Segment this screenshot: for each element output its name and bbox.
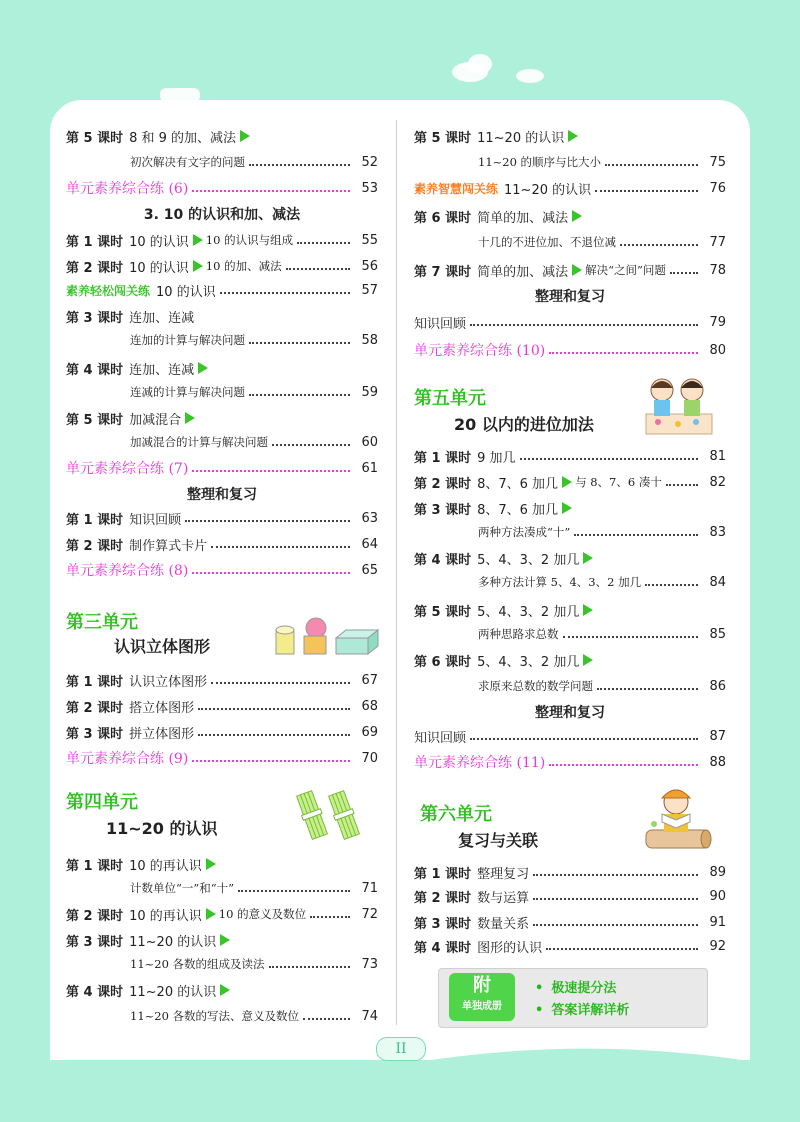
- toc-entry[interactable]: 第 5 课时 8 和 9 的加、减法: [66, 126, 378, 146]
- unit-subtitle: 认识立体图形: [114, 637, 211, 656]
- play-arrow-icon: [193, 260, 203, 272]
- toc-entry[interactable]: 求原来总数的数学问题 86: [478, 678, 726, 694]
- play-arrow-icon: [220, 934, 230, 946]
- play-arrow-icon: [206, 908, 216, 920]
- unit-subtitle: 复习与关联: [458, 831, 539, 850]
- cloud-decoration: [440, 42, 560, 92]
- play-arrow-icon: [583, 604, 593, 616]
- appendix-item: • 极速提分法: [535, 977, 616, 996]
- play-arrow-icon: [220, 984, 230, 996]
- play-arrow-icon: [193, 234, 203, 246]
- 3d-shapes-icon: [274, 616, 382, 660]
- play-arrow-icon: [562, 476, 572, 488]
- toc-entry[interactable]: 第 6 课时 简单的加、减法: [414, 206, 726, 226]
- toc-entry[interactable]: 十几的不进位加、不退位减 77: [478, 234, 726, 250]
- toc-entry[interactable]: 单元素养综合练 (9) 70: [66, 750, 378, 767]
- toc-entry[interactable]: 第 3 课时 连加、连减: [66, 310, 195, 326]
- toc-entry[interactable]: 第 6 课时 5、4、3、2 加几: [414, 650, 726, 670]
- toc-entry[interactable]: 第 2 课时 数与运算 90: [414, 888, 726, 906]
- toc-entry[interactable]: 第 1 课时 10 的再认识: [66, 854, 378, 874]
- section-heading: 整理和复习: [535, 289, 605, 305]
- play-arrow-icon: [198, 362, 208, 374]
- reading-child-illustration: [640, 784, 716, 852]
- toc-entry[interactable]: 第 1 课时 9 加几 81: [414, 448, 726, 466]
- toc-entry[interactable]: 连减的计算与解决问题 59: [130, 384, 378, 400]
- sticks-bundle-icon: [294, 790, 364, 840]
- toc-entry[interactable]: 第 5 课时 5、4、3、2 加几: [414, 600, 726, 620]
- toc-entry[interactable]: 第 4 课时 图形的认识 92: [414, 938, 726, 956]
- toc-entry[interactable]: 初次解决有文字的问题 52: [130, 154, 378, 170]
- toc-entry[interactable]: 第 7 课时 简单的加、减法 解决“之间”问题 78: [414, 262, 726, 280]
- toc-entry[interactable]: 两种思路求总数 85: [478, 626, 726, 642]
- toc-entry[interactable]: 第 2 课时 8、7、6 加几 与 8、7、6 凑十 82: [414, 474, 726, 492]
- play-arrow-icon: [572, 210, 582, 222]
- appendix-item: • 答案详解详析: [535, 999, 629, 1018]
- play-arrow-icon: [583, 552, 593, 564]
- section-heading: 整理和复习: [187, 487, 257, 503]
- toc-entry[interactable]: 第 1 课时 10 的认识 10 的认识与组成 55: [66, 232, 378, 250]
- unit-title: 第三单元: [66, 612, 138, 633]
- toc-entry[interactable]: 第 2 课时 10 的认识 10 的加、减法 56: [66, 258, 378, 276]
- toc-entry[interactable]: 第 2 课时 制作算式卡片 64: [66, 536, 378, 554]
- toc-entry[interactable]: 第 2 课时 搭立体图形 68: [66, 698, 378, 716]
- page-number: II: [376, 1037, 426, 1061]
- toc-entry[interactable]: 单元素养综合练 (8) 65: [66, 562, 378, 579]
- toc-entry[interactable]: 第 1 课时 认识立体图形 67: [66, 672, 378, 690]
- play-arrow-icon: [206, 858, 216, 870]
- toc-entry[interactable]: 两种方法凑成“十” 83: [478, 524, 726, 540]
- toc-entry[interactable]: 第 5 课时 加减混合: [66, 408, 378, 428]
- toc-entry[interactable]: 第 1 课时 整理复习 89: [414, 864, 726, 882]
- toc-entry[interactable]: 第 4 课时 11~20 的认识: [66, 980, 378, 1000]
- appendix-badge: 附 单独成册: [449, 973, 515, 1021]
- toc-entry[interactable]: 第 1 课时 知识回顾 63: [66, 510, 378, 528]
- toc-entry[interactable]: 计数单位“一”和“十” 71: [130, 880, 378, 896]
- toc-entry[interactable]: 知识回顾 79: [414, 314, 726, 332]
- play-arrow-icon: [568, 130, 578, 142]
- unit-subtitle: 20 以内的进位加法: [454, 415, 594, 434]
- toc-entry[interactable]: 第 4 课时 连加、连减: [66, 358, 378, 378]
- toc-entry[interactable]: 加减混合的计算与解决问题 60: [130, 434, 378, 450]
- toc-entry[interactable]: 11~20 各数的组成及读法 73: [130, 956, 378, 972]
- toc-entry[interactable]: 11~20 的顺序与比大小 75: [478, 154, 726, 170]
- toc-entry[interactable]: 素养轻松闯关练 10 的认识 57: [66, 282, 378, 300]
- play-arrow-icon: [583, 654, 593, 666]
- toc-entry[interactable]: 单元素养综合练 (11) 88: [414, 754, 726, 771]
- unit-title: 第四单元: [66, 792, 138, 813]
- toc-entry[interactable]: 知识回顾 87: [414, 728, 726, 746]
- play-arrow-icon: [240, 130, 250, 142]
- unit-title: 第六单元: [420, 804, 492, 825]
- toc-entry[interactable]: 第 3 课时 拼立体图形 69: [66, 724, 378, 742]
- appendix-box: [438, 968, 708, 1028]
- play-arrow-icon: [562, 502, 572, 514]
- toc-entry[interactable]: 11~20 各数的写法、意义及数位 74: [130, 1008, 378, 1024]
- play-arrow-icon: [572, 264, 582, 276]
- toc-entry[interactable]: 素养智慧闯关练 11~20 的认识 76: [414, 180, 726, 198]
- toc-entry[interactable]: 第 2 课时 10 的再认识 10 的意义及数位 72: [66, 906, 378, 924]
- section-heading: 整理和复习: [535, 705, 605, 721]
- toc-entry[interactable]: 多种方法计算 5、4、3、2 加几 84: [478, 574, 726, 590]
- children-illustration: [638, 370, 718, 440]
- toc-entry[interactable]: 第 5 课时 11~20 的认识: [414, 126, 726, 146]
- toc-entry[interactable]: 单元素养综合练 (10) 80: [414, 342, 726, 359]
- play-arrow-icon: [185, 412, 195, 424]
- toc-entry[interactable]: 单元素养综合练 (6) 53: [66, 180, 378, 197]
- toc-entry[interactable]: 第 3 课时 11~20 的认识: [66, 930, 378, 950]
- toc-entry[interactable]: 第 3 课时 数量关系 91: [414, 914, 726, 932]
- unit-title: 第五单元: [414, 388, 486, 409]
- column-divider: [396, 120, 397, 1025]
- toc-entry[interactable]: 第 4 课时 5、4、3、2 加几: [414, 548, 726, 568]
- toc-entry[interactable]: 单元素养综合练 (7) 61: [66, 460, 378, 477]
- toc-entry[interactable]: 第 3 课时 8、7、6 加几: [414, 498, 726, 518]
- toc-entry[interactable]: 连加的计算与解决问题 58: [130, 332, 378, 348]
- section-heading: 3. 10 的认识和加、减法: [143, 207, 301, 223]
- unit-subtitle: 11~20 的认识: [106, 819, 218, 838]
